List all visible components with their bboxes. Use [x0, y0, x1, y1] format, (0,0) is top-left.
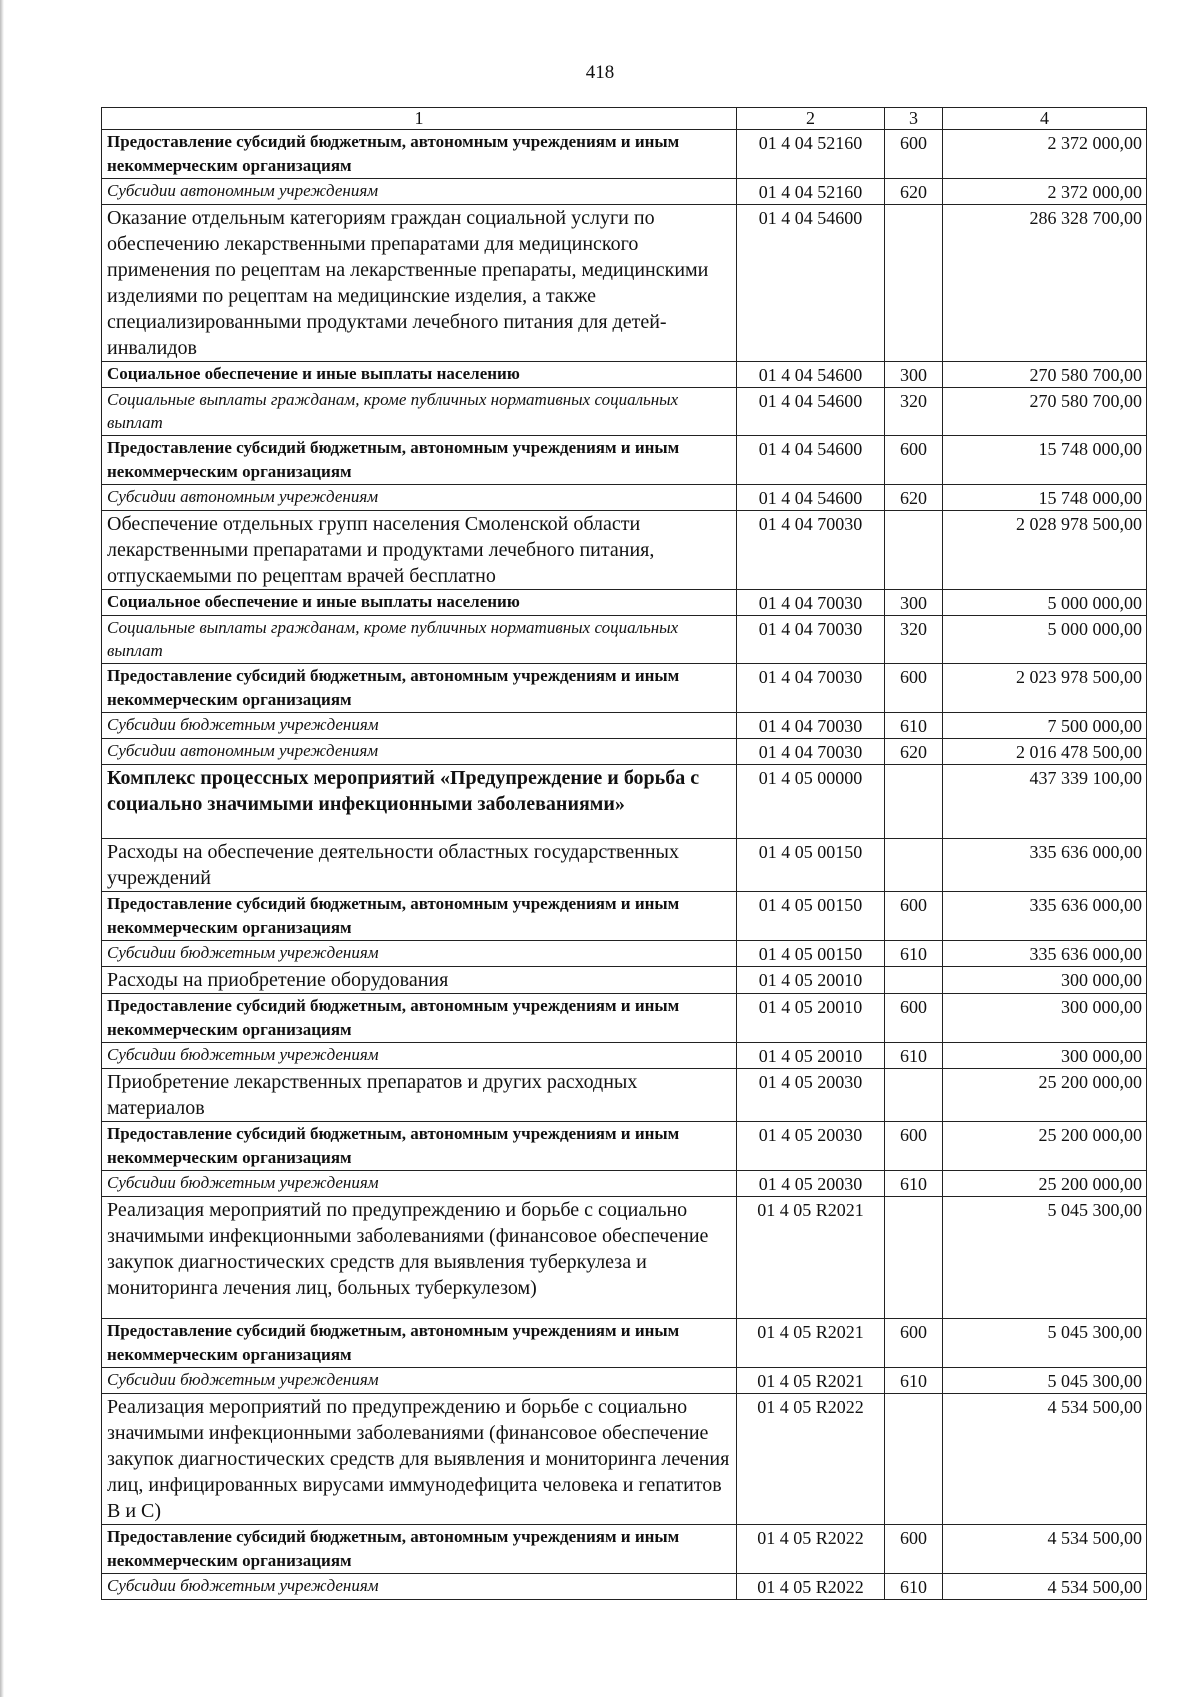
cell-name: Социальные выплаты гражданам, кроме публичных нормативных социальных выплат — [102, 388, 737, 436]
page-number: 418 — [585, 62, 615, 83]
cell-sum: 286 328 700,00 — [943, 205, 1147, 362]
cell-expense-type: 610 — [885, 1368, 943, 1394]
table-row — [102, 362, 1147, 388]
cell-name: Субсидии бюджетным учреждениям — [102, 1368, 737, 1394]
table-row — [102, 739, 1147, 765]
table-row — [102, 616, 1147, 664]
cell-name: Реализация мероприятий по предупреждению и борьбе с социально значимыми инфекционными заболеваниями (финансовое обеспечение закупок диагностических средств для выявления туберкулеза и мониторинга лечения лиц, больных туберкулезом) — [102, 1197, 737, 1319]
table-row — [102, 436, 1147, 485]
cell-expense-type: 300 — [885, 362, 943, 388]
cell-sum: 270 580 700,00 — [943, 388, 1147, 436]
cell-code: 01 4 04 54600 — [737, 362, 885, 388]
table-row — [102, 388, 1147, 436]
cell-sum: 335 636 000,00 — [943, 839, 1147, 892]
cell-expense-type: 610 — [885, 941, 943, 967]
cell-sum: 300 000,00 — [943, 967, 1147, 994]
cell-code: 01 4 05 R2022 — [737, 1525, 885, 1574]
table-row — [102, 1043, 1147, 1069]
table-row — [102, 130, 1147, 179]
cell-sum: 15 748 000,00 — [943, 485, 1147, 511]
cell-name: Предоставление субсидий бюджетным, автономным учреждениям и иным некоммерческим организациям — [102, 436, 737, 485]
cell-code: 01 4 04 52160 — [737, 130, 885, 179]
table-row — [102, 892, 1147, 941]
cell-expense-type — [885, 205, 943, 362]
scan-edge — [0, 0, 4, 1697]
cell-expense-type: 620 — [885, 485, 943, 511]
cell-sum: 2 023 978 500,00 — [943, 664, 1147, 713]
cell-expense-type: 600 — [885, 1319, 943, 1368]
cell-code: 01 4 05 00150 — [737, 839, 885, 892]
cell-expense-type: 600 — [885, 1122, 943, 1171]
table-row — [102, 1197, 1147, 1319]
budget-table — [101, 107, 1147, 1600]
cell-expense-type: 600 — [885, 892, 943, 941]
cell-sum: 335 636 000,00 — [943, 941, 1147, 967]
cell-name: Субсидии бюджетным учреждениям — [102, 941, 737, 967]
cell-expense-type: 610 — [885, 1043, 943, 1069]
cell-code: 01 4 04 70030 — [737, 511, 885, 590]
cell-sum: 2 372 000,00 — [943, 179, 1147, 205]
cell-code: 01 4 05 20030 — [737, 1171, 885, 1197]
cell-code: 01 4 05 20010 — [737, 1043, 885, 1069]
cell-expense-type: 600 — [885, 664, 943, 713]
cell-name: Предоставление субсидий бюджетным, автономным учреждениям и иным некоммерческим организациям — [102, 664, 737, 713]
table-row — [102, 664, 1147, 713]
cell-sum: 2 016 478 500,00 — [943, 739, 1147, 765]
cell-expense-type: 320 — [885, 388, 943, 436]
cell-sum: 5 045 300,00 — [943, 1368, 1147, 1394]
cell-expense-type — [885, 511, 943, 590]
cell-sum: 5 045 300,00 — [943, 1197, 1147, 1319]
cell-expense-type: 610 — [885, 1574, 943, 1600]
table-row — [102, 1069, 1147, 1122]
column-header-sum: 4 — [943, 108, 1147, 130]
table-row — [102, 941, 1147, 967]
cell-sum: 5 045 300,00 — [943, 1319, 1147, 1368]
cell-code: 01 4 04 54600 — [737, 388, 885, 436]
cell-code: 01 4 05 R2021 — [737, 1197, 885, 1319]
cell-name: Субсидии бюджетным учреждениям — [102, 1171, 737, 1197]
cell-sum: 4 534 500,00 — [943, 1574, 1147, 1600]
cell-name: Социальное обеспечение и иные выплаты населению — [102, 590, 737, 616]
cell-expense-type: 600 — [885, 130, 943, 179]
cell-sum: 300 000,00 — [943, 994, 1147, 1043]
cell-name: Оказание отдельным категориям граждан социальной услуги по обеспечению лекарственными препаратами для медицинского применения по рецептам на лекарственные препараты, медицинскими изделиями по рецептам на медицинские изделия, а также специализированными продуктами лечебного питания для детей-инвалидов — [102, 205, 737, 362]
cell-code: 01 4 05 R2022 — [737, 1574, 885, 1600]
cell-expense-type: 620 — [885, 179, 943, 205]
cell-expense-type — [885, 1394, 943, 1525]
cell-expense-type: 610 — [885, 1171, 943, 1197]
cell-expense-type — [885, 967, 943, 994]
table-row — [102, 713, 1147, 739]
cell-name: Социальные выплаты гражданам, кроме публичных нормативных социальных выплат — [102, 616, 737, 664]
cell-code: 01 4 05 R2021 — [737, 1368, 885, 1394]
cell-expense-type: 600 — [885, 994, 943, 1043]
cell-code: 01 4 05 R2022 — [737, 1394, 885, 1525]
table-row — [102, 179, 1147, 205]
cell-name: Субсидии автономным учреждениям — [102, 179, 737, 205]
cell-name: Субсидии бюджетным учреждениям — [102, 1043, 737, 1069]
cell-name: Предоставление субсидий бюджетным, автономным учреждениям и иным некоммерческим организациям — [102, 130, 737, 179]
cell-code: 01 4 04 54600 — [737, 485, 885, 511]
cell-name: Приобретение лекарственных препаратов и других расходных материалов — [102, 1069, 737, 1122]
cell-sum: 335 636 000,00 — [943, 892, 1147, 941]
table-row — [102, 1394, 1147, 1525]
cell-sum: 300 000,00 — [943, 1043, 1147, 1069]
cell-expense-type — [885, 1069, 943, 1122]
table-row — [102, 839, 1147, 892]
cell-code: 01 4 05 20010 — [737, 994, 885, 1043]
table-row — [102, 1171, 1147, 1197]
cell-code: 01 4 04 54600 — [737, 436, 885, 485]
cell-code: 01 4 05 00000 — [737, 765, 885, 839]
cell-name: Субсидии бюджетным учреждениям — [102, 1574, 737, 1600]
cell-code: 01 4 04 52160 — [737, 179, 885, 205]
cell-sum: 25 200 000,00 — [943, 1122, 1147, 1171]
cell-sum: 2 028 978 500,00 — [943, 511, 1147, 590]
table-row — [102, 590, 1147, 616]
table-row — [102, 1122, 1147, 1171]
cell-sum: 25 200 000,00 — [943, 1069, 1147, 1122]
cell-code: 01 4 05 00150 — [737, 892, 885, 941]
table-row — [102, 765, 1147, 839]
cell-expense-type: 300 — [885, 590, 943, 616]
table-row — [102, 967, 1147, 994]
cell-expense-type: 320 — [885, 616, 943, 664]
table-row — [102, 511, 1147, 590]
cell-name: Комплекс процессных мероприятий «Предупреждение и борьба с социально значимыми инфекционными заболеваниями» — [102, 765, 737, 839]
cell-code: 01 4 04 70030 — [737, 616, 885, 664]
cell-expense-type: 610 — [885, 713, 943, 739]
cell-code: 01 4 04 70030 — [737, 739, 885, 765]
cell-expense-type — [885, 839, 943, 892]
cell-sum: 437 339 100,00 — [943, 765, 1147, 839]
cell-name: Обеспечение отдельных групп населения Смоленской области лекарственными препаратами и продуктами лечебного питания, отпускаемыми по рецептам врачей бесплатно — [102, 511, 737, 590]
column-header-type: 3 — [885, 108, 943, 130]
cell-code: 01 4 04 54600 — [737, 205, 885, 362]
cell-name: Предоставление субсидий бюджетным, автономным учреждениям и иным некоммерческим организациям — [102, 1525, 737, 1574]
cell-sum: 5 000 000,00 — [943, 590, 1147, 616]
table-row — [102, 1319, 1147, 1368]
table-row — [102, 1525, 1147, 1574]
cell-name: Расходы на приобретение оборудования — [102, 967, 737, 994]
cell-name: Субсидии автономным учреждениям — [102, 485, 737, 511]
cell-sum: 270 580 700,00 — [943, 362, 1147, 388]
table-header-row — [102, 108, 1147, 130]
cell-expense-type: 620 — [885, 739, 943, 765]
cell-code: 01 4 04 70030 — [737, 590, 885, 616]
cell-sum: 4 534 500,00 — [943, 1525, 1147, 1574]
cell-name: Социальное обеспечение и иные выплаты населению — [102, 362, 737, 388]
table-row — [102, 1574, 1147, 1600]
table-row — [102, 1368, 1147, 1394]
column-header-code: 2 — [737, 108, 885, 130]
cell-sum: 15 748 000,00 — [943, 436, 1147, 485]
cell-code: 01 4 04 70030 — [737, 664, 885, 713]
cell-expense-type — [885, 1197, 943, 1319]
cell-name: Субсидии автономным учреждениям — [102, 739, 737, 765]
cell-name: Предоставление субсидий бюджетным, автономным учреждениям и иным некоммерческим организациям — [102, 1319, 737, 1368]
table-row — [102, 994, 1147, 1043]
cell-sum: 4 534 500,00 — [943, 1394, 1147, 1525]
table-row — [102, 205, 1147, 362]
column-header-name: 1 — [102, 108, 737, 130]
cell-name: Предоставление субсидий бюджетным, автономным учреждениям и иным некоммерческим организациям — [102, 994, 737, 1043]
cell-name: Предоставление субсидий бюджетным, автономным учреждениям и иным некоммерческим организациям — [102, 1122, 737, 1171]
cell-expense-type — [885, 765, 943, 839]
cell-name: Предоставление субсидий бюджетным, автономным учреждениям и иным некоммерческим организациям — [102, 892, 737, 941]
cell-code: 01 4 05 R2021 — [737, 1319, 885, 1368]
cell-code: 01 4 05 00150 — [737, 941, 885, 967]
cell-name: Субсидии бюджетным учреждениям — [102, 713, 737, 739]
cell-sum: 7 500 000,00 — [943, 713, 1147, 739]
cell-sum: 5 000 000,00 — [943, 616, 1147, 664]
cell-expense-type: 600 — [885, 436, 943, 485]
cell-sum: 25 200 000,00 — [943, 1171, 1147, 1197]
cell-name: Реализация мероприятий по предупреждению и борьбе с социально значимыми инфекционными заболеваниями (финансовое обеспечение закупок диагностических средств для выявления и мониторинга лечения лиц, инфицированных вирусами иммунодефицита человека и гепатитов В и С) — [102, 1394, 737, 1525]
cell-code: 01 4 05 20030 — [737, 1069, 885, 1122]
cell-sum: 2 372 000,00 — [943, 130, 1147, 179]
table-row — [102, 485, 1147, 511]
table-body — [102, 130, 1147, 1600]
cell-code: 01 4 05 20010 — [737, 967, 885, 994]
cell-code: 01 4 04 70030 — [737, 713, 885, 739]
cell-code: 01 4 05 20030 — [737, 1122, 885, 1171]
cell-expense-type: 600 — [885, 1525, 943, 1574]
cell-name: Расходы на обеспечение деятельности областных государственных учреждений — [102, 839, 737, 892]
